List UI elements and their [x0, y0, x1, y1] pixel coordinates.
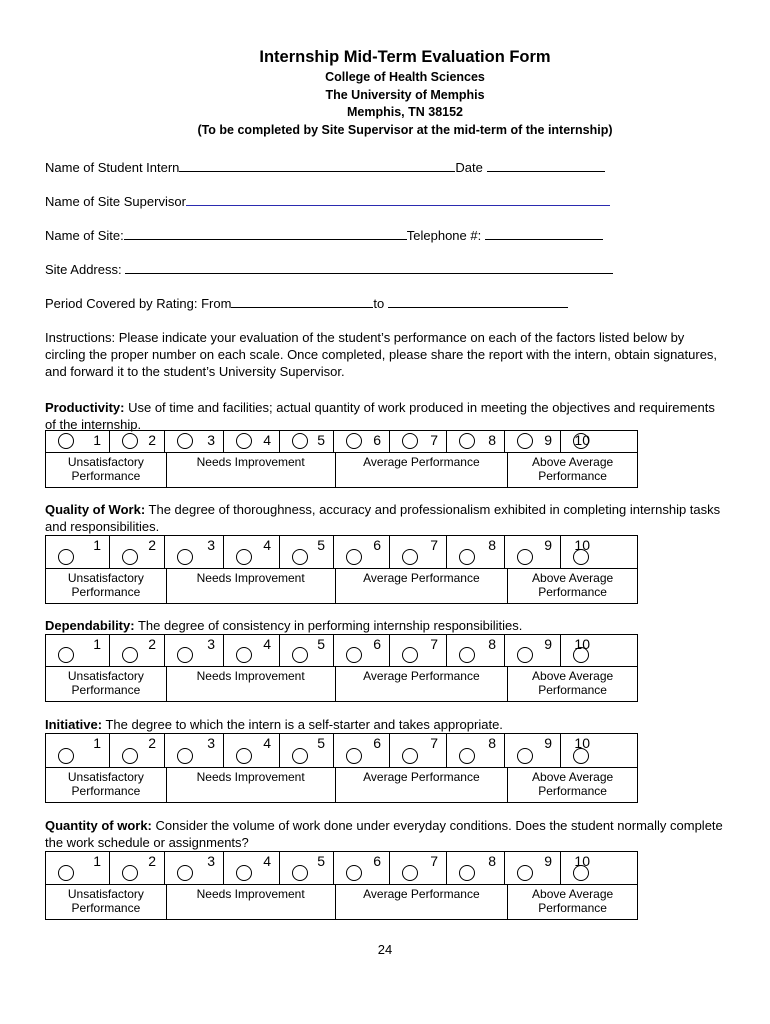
rating-number: 10 [574, 636, 590, 652]
rating-number: 8 [488, 735, 496, 751]
radio-circle-icon[interactable] [292, 433, 308, 449]
scale-label-needs: Needs Improvement [167, 453, 336, 487]
factor-description [45, 716, 725, 733]
address-label: Site Address: [45, 262, 122, 277]
city-line: Memphis, TN 38152 [346, 105, 463, 119]
rating-number: 3 [207, 636, 215, 652]
rating-option-4[interactable] [224, 852, 280, 884]
radio-circle-icon[interactable] [236, 748, 252, 764]
rating-scale [45, 733, 638, 803]
instructions: Instructions: Please indicate your evaluation of the student’s performance on each of the factors listed below by circling the proper number on each scale. Once completed, please share the report with the intern, obtain signatures, and forward it to the student’s University Supervisor. [45, 330, 718, 379]
rating-option-9[interactable] [505, 431, 561, 452]
rating-option-5[interactable] [280, 635, 334, 666]
scale-label-average: Average Performance [336, 885, 509, 919]
form-title: Internship Mid-Term Evaluation Form [259, 48, 551, 66]
radio-circle-icon[interactable] [177, 647, 193, 663]
scale-label-average: Average Performance [336, 569, 509, 603]
telephone-input[interactable] [485, 227, 603, 240]
factor-name: Productivity: [45, 400, 125, 415]
radio-circle-icon[interactable] [292, 748, 308, 764]
rating-number: 8 [488, 853, 496, 869]
radio-circle-icon[interactable] [236, 647, 252, 663]
rating-number: 4 [263, 537, 271, 553]
radio-circle-icon[interactable] [58, 748, 74, 764]
radio-circle-icon[interactable] [177, 433, 193, 449]
rating-number: 3 [207, 735, 215, 751]
radio-circle-icon[interactable] [346, 549, 362, 565]
radio-circle-icon[interactable] [459, 647, 475, 663]
rating-number: 8 [488, 432, 496, 448]
rating-number: 7 [430, 636, 438, 652]
scale-label-above: Above Average Performance [532, 887, 614, 915]
rating-option-6[interactable] [334, 635, 390, 666]
rating-option-7[interactable] [390, 431, 447, 452]
factor-desc: Use of time and facilities; actual quantity of work produced in meeting the objectives and requirements of the internship. [45, 400, 715, 432]
rating-option-8[interactable] [447, 431, 505, 452]
rating-number: 2 [148, 636, 156, 652]
rating-number: 9 [544, 537, 552, 553]
rating-option-1[interactable] [46, 734, 110, 767]
radio-circle-icon[interactable] [177, 549, 193, 565]
radio-circle-icon[interactable] [346, 647, 362, 663]
rating-option-1[interactable] [46, 431, 110, 452]
period-from-input[interactable] [231, 295, 373, 308]
rating-option-7[interactable] [390, 852, 447, 884]
rating-number: 8 [488, 537, 496, 553]
rating-option-3[interactable] [165, 635, 224, 666]
rating-option-5[interactable] [280, 431, 334, 452]
rating-number: 6 [373, 853, 381, 869]
rating-option-10[interactable] [561, 536, 598, 568]
rating-scale [45, 851, 638, 920]
rating-scale [45, 430, 638, 488]
rating-number: 2 [148, 735, 156, 751]
rating-option-2[interactable] [110, 635, 165, 666]
radio-circle-icon[interactable] [177, 865, 193, 881]
radio-circle-icon[interactable] [459, 433, 475, 449]
rating-option-8[interactable] [447, 852, 505, 884]
rating-option-9[interactable] [505, 852, 561, 884]
rating-option-10[interactable] [561, 852, 598, 884]
radio-circle-icon[interactable] [122, 865, 138, 881]
factor-description [45, 501, 725, 535]
rating-number: 2 [148, 432, 156, 448]
rating-number: 3 [207, 537, 215, 553]
rating-option-4[interactable] [224, 536, 280, 568]
rating-number: 10 [574, 853, 590, 869]
radio-circle-icon[interactable] [122, 433, 138, 449]
rating-option-7[interactable] [390, 536, 447, 568]
period-to-input[interactable] [388, 295, 568, 308]
date-label: Date [455, 160, 483, 175]
radio-circle-icon[interactable] [122, 748, 138, 764]
completion-note: (To be completed by Site Supervisor at the mid-term of the internship) [197, 123, 613, 137]
supervisor-label: Name of Site Supervisor [45, 194, 186, 209]
scale-label-unsatisfactory: Unsatisfactory Performance [46, 768, 167, 802]
scale-label-needs: Needs Improvement [167, 667, 336, 701]
scale-label-unsatisfactory: Unsatisfactory Performance [46, 885, 167, 919]
rating-option-6[interactable] [334, 536, 390, 568]
rating-option-2[interactable] [110, 852, 165, 884]
rating-option-3[interactable] [165, 431, 224, 452]
scale-label-above: Above Average Performance [532, 770, 614, 798]
rating-number: 4 [263, 636, 271, 652]
college-name: College of Health Sciences [325, 70, 485, 84]
scale-label-above: Above Average Performance [532, 455, 614, 483]
rating-number: 6 [373, 636, 381, 652]
period-to-label: to [373, 296, 385, 311]
radio-circle-icon[interactable] [517, 865, 533, 881]
rating-option-7[interactable] [390, 734, 447, 767]
rating-number: 6 [373, 537, 381, 553]
scale-label-average: Average Performance [336, 453, 509, 487]
radio-circle-icon[interactable] [292, 865, 308, 881]
rating-option-10[interactable] [561, 431, 598, 452]
factor-name: Quantity of work: [45, 818, 152, 833]
radio-circle-icon[interactable] [459, 549, 475, 565]
rating-option-2[interactable] [110, 431, 165, 452]
site-field-row [45, 227, 603, 243]
rating-option-1[interactable] [46, 852, 110, 884]
radio-circle-icon[interactable] [346, 748, 362, 764]
scale-label-needs: Needs Improvement [167, 569, 336, 603]
radio-circle-icon[interactable] [292, 549, 308, 565]
rating-option-9[interactable] [505, 635, 561, 666]
rating-number: 5 [317, 432, 325, 448]
page-number: 24 [377, 942, 393, 957]
rating-number: 2 [148, 537, 156, 553]
rating-number: 6 [373, 432, 381, 448]
radio-circle-icon[interactable] [122, 647, 138, 663]
rating-number: 4 [263, 432, 271, 448]
factor-name: Quality of Work: [45, 502, 146, 517]
rating-option-10[interactable] [561, 635, 598, 666]
rating-option-2[interactable] [110, 536, 165, 568]
rating-number: 9 [544, 636, 552, 652]
factor-desc: The degree of thoroughness, accuracy and professionalism exhibited in completing internship tasks and responsibilities. [45, 502, 721, 534]
rating-number: 9 [544, 735, 552, 751]
student-label: Name of Student Intern [45, 160, 180, 175]
rating-number: 3 [207, 853, 215, 869]
radio-circle-icon[interactable] [58, 647, 74, 663]
site-name-input[interactable] [124, 227, 407, 240]
rating-number: 5 [317, 537, 325, 553]
rating-number: 4 [263, 735, 271, 751]
rating-scale [45, 634, 638, 702]
period-from-label: Period Covered by Rating: From [45, 296, 232, 311]
rating-option-3[interactable] [165, 536, 224, 568]
radio-circle-icon[interactable] [346, 865, 362, 881]
radio-circle-icon[interactable] [402, 748, 418, 764]
rating-option-4[interactable] [224, 734, 280, 767]
rating-option-5[interactable] [280, 852, 334, 884]
rating-option-3[interactable] [165, 852, 224, 884]
scale-label-above: Above Average Performance [532, 571, 614, 599]
rating-option-4[interactable] [224, 635, 280, 666]
rating-option-7[interactable] [390, 635, 447, 666]
student-name-input[interactable] [179, 159, 455, 172]
radio-circle-icon[interactable] [517, 748, 533, 764]
address-field-row [45, 261, 613, 277]
factor-description [45, 817, 725, 851]
rating-option-1[interactable] [46, 635, 110, 666]
rating-number: 10 [574, 735, 590, 751]
radio-circle-icon[interactable] [459, 865, 475, 881]
scale-label-unsatisfactory: Unsatisfactory Performance [46, 453, 167, 487]
rating-number: 7 [430, 853, 438, 869]
scale-label-average: Average Performance [336, 768, 509, 802]
rating-option-5[interactable] [280, 536, 334, 568]
period-field-row [45, 295, 568, 311]
rating-number: 5 [317, 853, 325, 869]
address-input[interactable] [125, 261, 613, 274]
rating-number: 1 [93, 735, 101, 751]
rating-option-6[interactable] [334, 431, 390, 452]
radio-circle-icon[interactable] [402, 865, 418, 881]
rating-option-1[interactable] [46, 536, 110, 568]
factor-name: Initiative: [45, 717, 103, 732]
scale-label-needs: Needs Improvement [167, 768, 336, 802]
rating-number: 2 [148, 853, 156, 869]
factor-desc: The degree of consistency in performing internship responsibilities. [137, 618, 523, 633]
radio-circle-icon[interactable] [517, 647, 533, 663]
date-input[interactable] [487, 159, 605, 172]
radio-circle-icon[interactable] [346, 433, 362, 449]
factor-desc: Consider the volume of work done under everyday conditions. Does the student normally complete the work schedule or assignments? [45, 818, 723, 850]
rating-option-6[interactable] [334, 734, 390, 767]
university-name: The University of Memphis [325, 88, 485, 102]
radio-circle-icon[interactable] [517, 549, 533, 565]
supervisor-name-input[interactable] [186, 193, 610, 206]
rating-number: 6 [373, 735, 381, 751]
radio-circle-icon[interactable] [236, 433, 252, 449]
rating-number: 1 [93, 636, 101, 652]
rating-number: 1 [93, 432, 101, 448]
rating-number: 3 [207, 432, 215, 448]
rating-option-9[interactable] [505, 734, 561, 767]
site-label: Name of Site: [45, 228, 124, 243]
rating-option-8[interactable] [447, 734, 505, 767]
rating-option-8[interactable] [447, 635, 505, 666]
factor-name: Dependability: [45, 618, 135, 633]
radio-circle-icon[interactable] [236, 865, 252, 881]
radio-circle-icon[interactable] [517, 433, 533, 449]
factor-description [45, 399, 725, 433]
scale-label-needs: Needs Improvement [167, 885, 336, 919]
rating-number: 1 [93, 537, 101, 553]
rating-number: 5 [317, 735, 325, 751]
rating-number: 4 [263, 853, 271, 869]
supervisor-field-row [45, 193, 610, 209]
radio-circle-icon[interactable] [58, 433, 74, 449]
factor-desc: The degree to which the intern is a self-starter and takes appropriate. [105, 717, 503, 732]
radio-circle-icon[interactable] [58, 865, 74, 881]
rating-number: 9 [544, 432, 552, 448]
rating-option-5[interactable] [280, 734, 334, 767]
rating-option-6[interactable] [334, 852, 390, 884]
rating-option-4[interactable] [224, 431, 280, 452]
radio-circle-icon[interactable] [402, 549, 418, 565]
rating-scale [45, 535, 638, 604]
rating-number: 10 [574, 537, 590, 553]
rating-number: 9 [544, 853, 552, 869]
radio-circle-icon[interactable] [236, 549, 252, 565]
rating-option-8[interactable] [447, 536, 505, 568]
scale-label-unsatisfactory: Unsatisfactory Performance [46, 569, 167, 603]
rating-number: 8 [488, 636, 496, 652]
rating-number: 10 [574, 432, 590, 448]
rating-number: 7 [430, 735, 438, 751]
radio-circle-icon[interactable] [122, 549, 138, 565]
radio-circle-icon[interactable] [402, 647, 418, 663]
scale-label-average: Average Performance [336, 667, 509, 701]
radio-circle-icon[interactable] [58, 549, 74, 565]
rating-number: 7 [430, 432, 438, 448]
rating-option-10[interactable] [561, 734, 598, 767]
telephone-label: Telephone #: [406, 228, 482, 243]
rating-number: 5 [317, 636, 325, 652]
rating-option-9[interactable] [505, 536, 561, 568]
factor-description [45, 617, 725, 634]
rating-option-2[interactable] [110, 734, 165, 767]
rating-option-3[interactable] [165, 734, 224, 767]
student-field-row [45, 159, 605, 175]
rating-number: 1 [93, 853, 101, 869]
radio-circle-icon[interactable] [402, 433, 418, 449]
scale-label-unsatisfactory: Unsatisfactory Performance [46, 667, 167, 701]
radio-circle-icon[interactable] [177, 748, 193, 764]
radio-circle-icon[interactable] [292, 647, 308, 663]
rating-number: 7 [430, 537, 438, 553]
radio-circle-icon[interactable] [459, 748, 475, 764]
scale-label-above: Above Average Performance [532, 669, 614, 697]
